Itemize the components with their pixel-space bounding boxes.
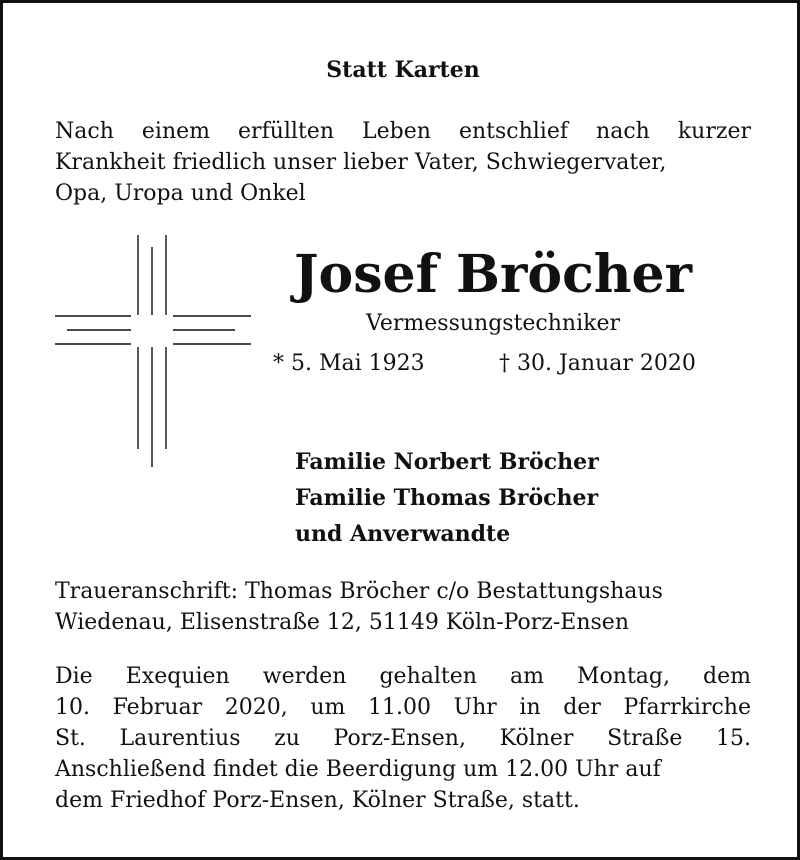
exequien-line: dem Friedhof Porz-Ensen, Kölner Straße, statt. (55, 788, 580, 813)
mourner-line: und Anverwandte (295, 521, 511, 547)
intro-paragraph (55, 116, 751, 209)
profession: Vermessungstechniker (366, 311, 620, 336)
exequien-line: 10. Februar 2020, um 11.00 Uhr in der Pfarrkirche (55, 695, 751, 720)
intro-line: Krankheit friedlich unser lieber Vater, Schwiegervater, (55, 150, 667, 175)
mourners-list (295, 444, 599, 552)
birth-date: * 5. Mai 1923 (273, 351, 425, 376)
address-paragraph (55, 576, 751, 638)
mourner-line: Familie Norbert Bröcher (295, 449, 599, 475)
intro-line: Nach einem erfüllten Leben entschlief nach kurzer (55, 119, 751, 144)
notice-heading: Statt Karten (326, 57, 480, 83)
exequien-line: St. Laurentius zu Porz-Ensen, Kölner Straße 15. (55, 726, 751, 751)
deceased-name: Josef Bröcher (293, 244, 693, 305)
intro-line: Opa, Uropa und Onkel (55, 181, 306, 206)
address-line: Traueranschrift: Thomas Bröcher c/o Bestattungshaus (55, 579, 663, 604)
death-date: † 30. Januar 2020 (499, 351, 696, 376)
exequien-paragraph (55, 661, 751, 816)
mourner-line: Familie Thomas Bröcher (295, 485, 599, 511)
exequien-line: Anschließend findet die Beerdigung um 12.00 Uhr auf (55, 757, 661, 782)
cross-icon (55, 235, 251, 467)
address-line: Wiedenau, Elisenstraße 12, 51149 Köln-Porz-Ensen (55, 610, 629, 635)
exequien-line: Die Exequien werden gehalten am Montag, dem (55, 664, 751, 689)
